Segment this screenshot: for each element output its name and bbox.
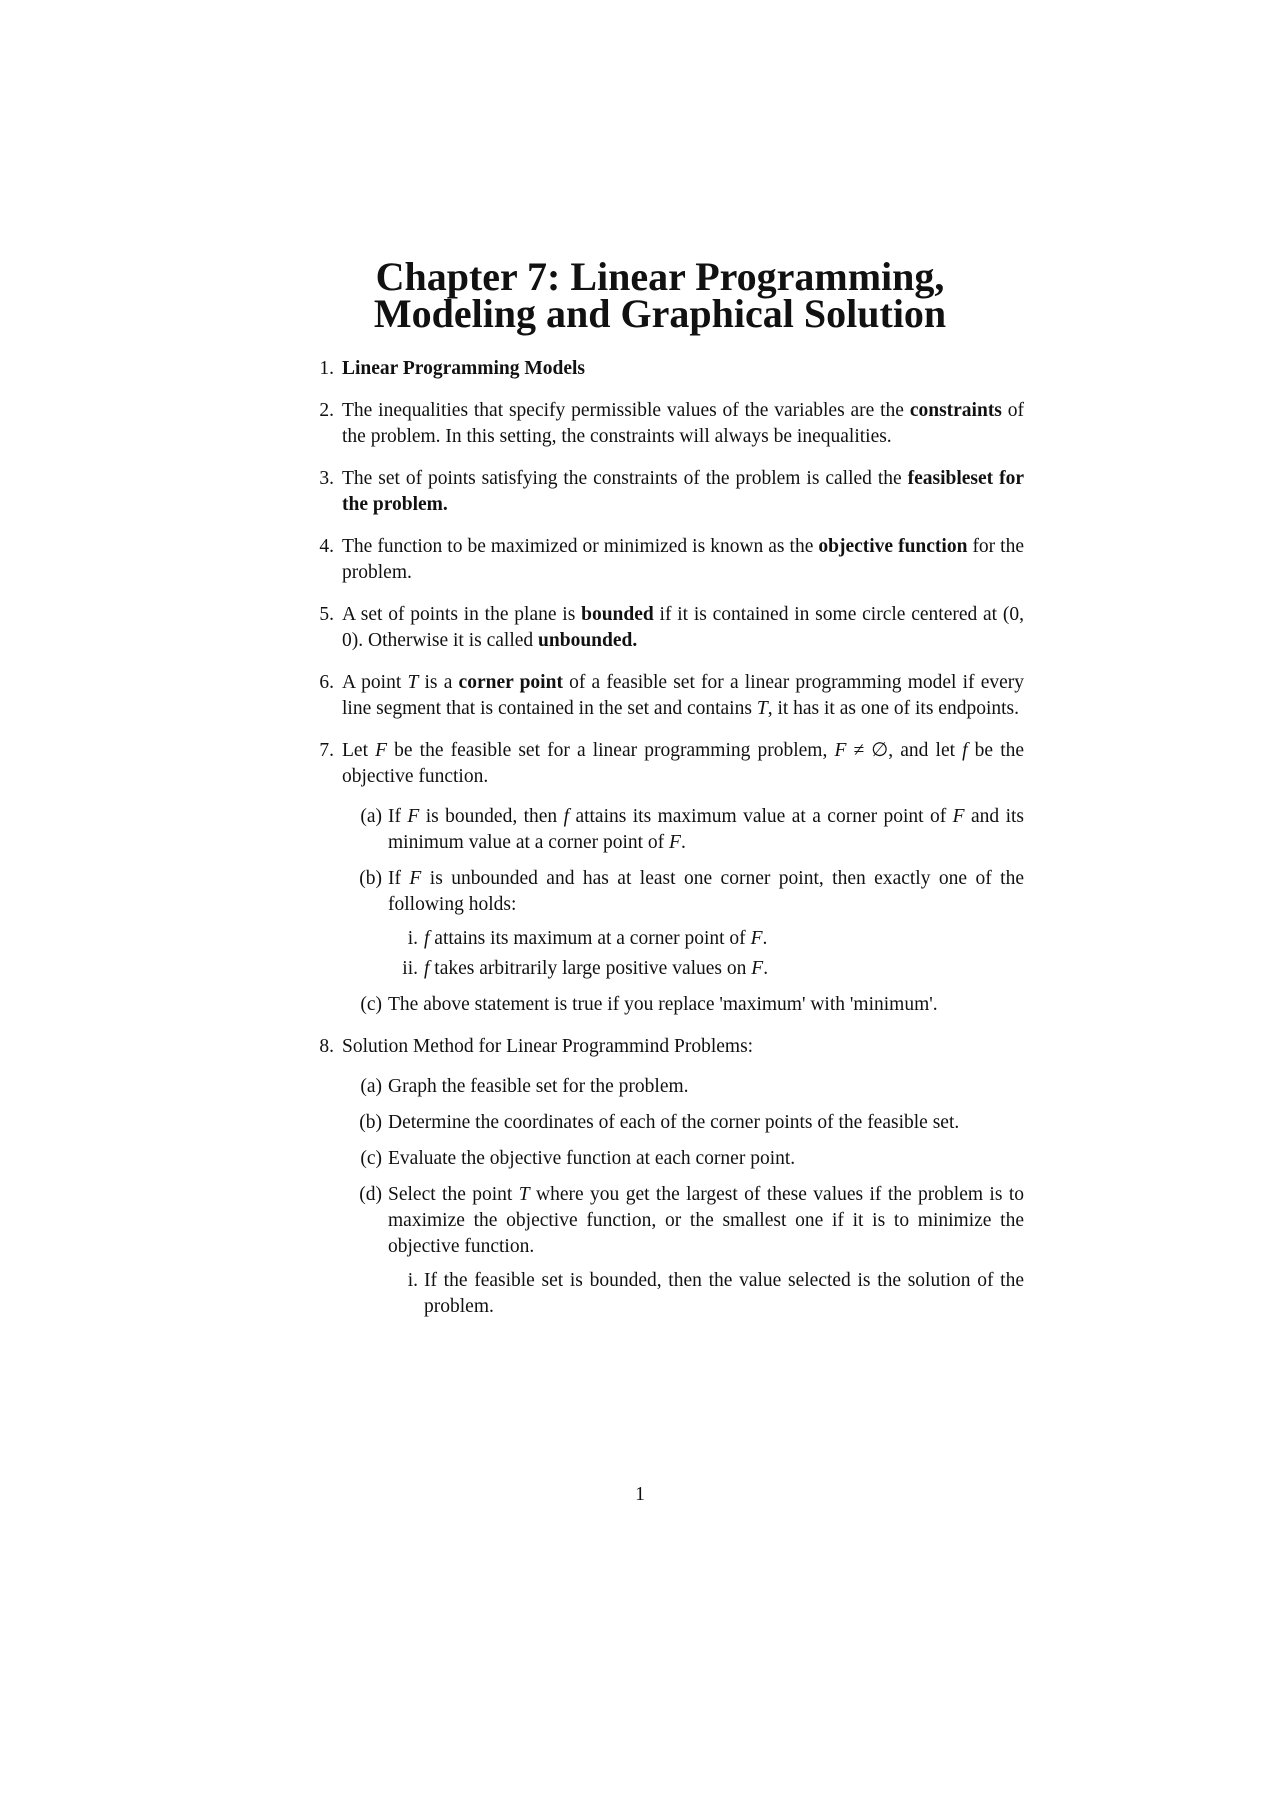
item-text: A set of points in the plane is [342,604,582,625]
title-line-2: Modeling and Graphical Solution [373,291,947,336]
item-number: 2. [319,400,334,421]
list-item-2 [308,398,1024,450]
item-heading: Linear Programming Models [342,358,586,379]
math-var: F [375,740,388,761]
main-content [308,356,1024,1336]
item-text: . [762,928,768,949]
sub-item-label: (b) [359,1112,382,1133]
item-text: Select the point [388,1184,519,1205]
item-text: if it is contained in some circle centered at (0, 0). Otherwise it is called [342,604,1025,651]
item-text: . [763,958,769,979]
item-text: The above statement is true if you replace 'maximum' with 'minimum'. [388,994,938,1015]
math-var: f [424,928,430,949]
item-number: 5. [319,604,334,625]
item-text: The function to be maximized or minimized is known as the [342,536,819,557]
sub-item-label: (a) [360,1076,382,1097]
sub-sub-item-label: i. [407,928,418,949]
item-text: and its minimum value at a corner point of [388,806,1025,853]
math-var: f [424,958,430,979]
item-text: . [680,832,686,853]
math-var: F [407,806,420,827]
item-text: A point [342,672,408,693]
item-text: attains its maximum at a corner point of [429,928,751,949]
sub-sub-item-i [388,1268,1024,1320]
sub-sub-list [388,926,1024,982]
item-number: 8. [319,1036,334,1057]
item-text: attains its maximum value at a corner point of [569,806,953,827]
page-title [340,254,980,336]
sub-item-label: (c) [360,994,382,1015]
term-feasible-set: feasibleset for the problem. [342,468,1024,515]
list-item-4 [308,534,1024,586]
item-text: , it has it as one of its endpoints. [767,698,1019,719]
item-text: If [388,806,408,827]
list-item-6 [308,670,1024,722]
item-text: be the objective function. [342,740,1025,787]
sub-sub-item-label: i. [407,1270,418,1291]
item-text: takes arbitrarily large positive values on [429,958,752,979]
item-number: 4. [319,536,334,557]
term-objective-function: objective function [818,536,968,557]
item-text: If the feasible set is bounded, then the value selected is the solution of the problem. [424,1270,1024,1317]
math-var: f [962,740,968,761]
sub-item-label: (a) [360,806,382,827]
item-text: for the problem. [342,536,1025,583]
item-text: is unbounded and has at least one corner point, then exactly one of the following holds: [388,868,1024,915]
item-text: Solution Method for Linear Programmind Problems: [342,1036,754,1057]
list-item-7 [308,738,1024,1018]
item-number: 1. [319,358,334,379]
math-var: F [750,928,763,949]
sub-list [342,1074,1024,1320]
item-text: is bounded, then [419,806,564,827]
term-constraints: constraints [909,400,1002,421]
main-list [308,356,1024,1320]
item-text: Let [342,740,376,761]
math-var: T [518,1184,530,1205]
item-text: of a feasible set for a linear programming model if every line segment that is contained in the set and contains [342,672,1025,719]
item-text: Evaluate the objective function at each corner point. [388,1148,796,1169]
sub-sub-item-label: ii. [402,958,418,979]
math-var: T [756,698,768,719]
math-var: f [563,806,570,827]
item-text: If [388,868,410,889]
item-text: Graph the feasible set for the problem. [388,1076,689,1097]
math-var: F [834,740,847,761]
item-number: 6. [319,672,334,693]
sub-item-c [342,992,1024,1018]
item-number: 7. [319,740,334,761]
math-var: T [407,672,419,693]
item-text: Determine the coordinates of each of the corner points of the feasible set. [388,1112,960,1133]
sub-item-b [342,866,1024,982]
page-number: 1 [635,1484,645,1505]
sub-item-label: (b) [359,868,382,889]
sub-list [342,804,1024,1018]
sub-item-a [342,1074,1024,1100]
term-unbounded: unbounded. [538,630,638,651]
item-text: where you get the largest of these values if the problem is to maximize the objective function, or the smallest one if it is to minimize the objective function. [388,1184,1024,1257]
term-corner-point: corner point [458,672,563,693]
sub-item-b [342,1110,1024,1136]
sub-item-label: (d) [359,1184,382,1205]
math-var: F [409,868,422,889]
item-text: of the problem. In this setting, the constraints will always be inequalities. [342,400,1024,447]
sub-item-a [342,804,1024,856]
math-var: F [952,806,965,827]
item-text: be the feasible set for a linear programming problem, [387,740,835,761]
item-text: ≠ ∅, and let [846,740,963,761]
math-var: F [751,958,764,979]
term-bounded: bounded [581,604,654,625]
sub-sub-item-ii [388,956,1024,982]
math-var: F [669,832,681,853]
item-number: 3. [319,468,334,489]
item-text: is a [418,672,459,693]
title-line-1: Chapter 7: Linear Programming, [375,254,945,299]
sub-item-d [342,1182,1024,1320]
list-item-1 [308,356,1024,382]
sub-sub-list [388,1268,1024,1320]
sub-sub-item-i [388,926,1024,952]
item-text: The inequalities that specify permissible values of the variables are the [342,400,910,421]
list-item-8 [308,1034,1024,1320]
item-text: The set of points satisfying the constraints of the problem is called the [342,468,908,489]
list-item-5 [308,602,1024,654]
list-item-3 [308,466,1024,518]
sub-item-c [342,1146,1024,1172]
sub-item-label: (c) [360,1148,382,1169]
